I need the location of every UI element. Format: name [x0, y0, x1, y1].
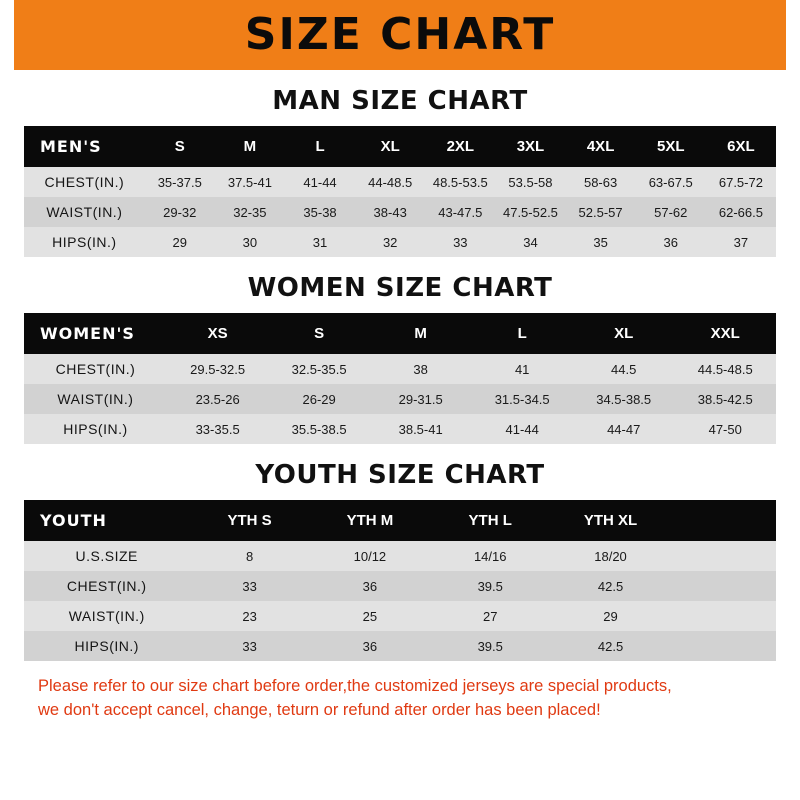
youth-hips-yths: 33: [242, 638, 257, 654]
table-row: [24, 354, 776, 384]
women-header-xs: XS: [167, 313, 269, 354]
youth-chest-ythm: 36: [362, 578, 378, 594]
table-row: [24, 571, 776, 601]
women-header-s: S: [268, 313, 370, 354]
women-hips-xl: 44-47: [607, 421, 641, 437]
youth-chest-spacer: [671, 571, 776, 601]
men-header-label: MEN'S: [24, 126, 145, 167]
women-row-label-hips: HIPS(IN.): [63, 421, 128, 437]
youth-row-label-waist: WAIST(IN.): [68, 608, 145, 624]
women-hips-s: 35.5-38.5: [291, 421, 347, 437]
women-waist-m: 29-31.5: [398, 391, 443, 407]
men-chest-5xl: 63-67.5: [648, 174, 693, 190]
youth-hips-ythl: 39.5: [477, 638, 503, 654]
men-chest-2xl: 48.5-53.5: [432, 174, 488, 190]
table-row: [24, 601, 776, 631]
youth-hips-ythm: 36: [362, 638, 378, 654]
page-title: SIZE CHART: [244, 9, 556, 60]
men-waist-xl: 38-43: [373, 204, 407, 220]
youth-ussize-yths: 8: [245, 548, 254, 564]
youth-hips-spacer: [671, 631, 776, 661]
youth-header-ythl: YTH L: [430, 500, 550, 541]
men-header-m: M: [215, 126, 285, 167]
women-row-label-waist: WAIST(IN.): [57, 391, 134, 407]
youth-ussize-ythxl: 18/20: [594, 548, 627, 564]
women-header-label: WOMEN'S: [24, 313, 167, 354]
youth-waist-spacer: [671, 601, 776, 631]
men-chest-l: 41-44: [303, 174, 337, 190]
men-table-header-row: [24, 126, 776, 167]
footer-note-line1: Please refer to our size chart before order,the customized jerseys are special products,: [38, 677, 672, 695]
youth-size-table: [24, 500, 776, 661]
youth-ussize-ythl: 14/16: [473, 548, 507, 564]
men-waist-2xl: 43-47.5: [438, 204, 483, 220]
men-chest-3xl: 53.5-58: [508, 174, 553, 190]
youth-row-label-ussize: U.S.SIZE: [75, 548, 138, 564]
men-header-3xl: 3XL: [495, 126, 565, 167]
men-chest-s: 35-37.5: [157, 174, 202, 190]
men-hips-6xl: 37: [733, 234, 749, 250]
women-hips-l: 41-44: [505, 421, 539, 437]
section-title-men: MAN SIZE CHART: [272, 86, 528, 116]
content-area: [0, 86, 800, 723]
men-chest-xl: 44-48.5: [368, 174, 413, 190]
men-header-6xl: 6XL: [706, 126, 776, 167]
men-row-label-chest: CHEST(IN.): [44, 174, 125, 190]
men-header-4xl: 4XL: [566, 126, 636, 167]
women-waist-l: 31.5-34.5: [494, 391, 550, 407]
women-chest-m: 38: [413, 361, 428, 377]
footer-note-line2: we don't accept cancel, change, teturn or refund after order has been placed!: [38, 700, 601, 719]
youth-ussize-ythm: 10/12: [353, 548, 387, 564]
youth-table-header-row: [24, 500, 776, 541]
men-waist-6xl: 62-66.5: [718, 204, 763, 220]
table-row: [24, 414, 776, 444]
youth-row-label-chest: CHEST(IN.): [66, 578, 147, 594]
women-hips-xs: 33-35.5: [195, 421, 240, 437]
men-header-s: S: [145, 126, 215, 167]
table-row: [24, 227, 776, 257]
youth-header-ythm: YTH M: [310, 500, 430, 541]
women-waist-xxl: 38.5-42.5: [697, 391, 753, 407]
youth-waist-ythm: 25: [362, 608, 378, 624]
men-size-table: [24, 126, 776, 257]
men-waist-s: 29-32: [163, 204, 197, 220]
women-row-label-chest: CHEST(IN.): [55, 361, 136, 377]
men-row-label-hips: HIPS(IN.): [52, 234, 117, 250]
men-header-5xl: 5XL: [636, 126, 706, 167]
youth-row-label-hips: HIPS(IN.): [74, 638, 139, 654]
women-chest-xxl: 44.5-48.5: [697, 361, 753, 377]
header-banner: [0, 0, 800, 70]
table-row: [24, 384, 776, 414]
men-hips-l: 31: [312, 234, 328, 250]
women-header-m: M: [370, 313, 472, 354]
women-header-xxl: XXL: [674, 313, 776, 354]
footer-note: [24, 675, 776, 723]
men-header-2xl: 2XL: [425, 126, 495, 167]
men-hips-2xl: 33: [453, 234, 468, 250]
men-hips-s: 29: [172, 234, 187, 250]
table-row: [24, 197, 776, 227]
youth-chest-yths: 33: [242, 578, 257, 594]
youth-header-ythxl: YTH XL: [550, 500, 670, 541]
men-waist-3xl: 47.5-52.5: [502, 204, 558, 220]
youth-chest-ythl: 39.5: [477, 578, 503, 594]
men-waist-l: 35-38: [303, 204, 337, 220]
women-chest-s: 32.5-35.5: [291, 361, 347, 377]
women-waist-xs: 23.5-26: [195, 391, 240, 407]
women-header-xl: XL: [573, 313, 675, 354]
youth-header-spacer: [671, 500, 776, 541]
men-chest-6xl: 67.5-72: [718, 174, 763, 190]
women-hips-m: 38.5-41: [398, 421, 443, 437]
youth-chest-ythxl: 42.5: [597, 578, 624, 594]
women-chest-xs: 29.5-32.5: [190, 361, 246, 377]
women-header-l: L: [471, 313, 573, 354]
men-header-xl: XL: [355, 126, 425, 167]
women-waist-s: 26-29: [302, 391, 336, 407]
women-table-header-row: [24, 313, 776, 354]
men-waist-m: 32-35: [233, 204, 267, 220]
men-waist-4xl: 52.5-57: [578, 204, 623, 220]
youth-header-label: YOUTH: [24, 500, 189, 541]
table-row: [24, 541, 776, 571]
men-chest-m: 37.5-41: [227, 174, 272, 190]
men-waist-5xl: 57-62: [654, 204, 688, 220]
youth-hips-ythxl: 42.5: [597, 638, 624, 654]
women-hips-xxl: 47-50: [708, 421, 742, 437]
men-header-l: L: [285, 126, 355, 167]
men-hips-5xl: 36: [663, 234, 678, 250]
youth-waist-yths: 23: [242, 608, 257, 624]
table-row: [24, 631, 776, 661]
youth-ussize-spacer: [671, 541, 776, 571]
youth-waist-ythxl: 29: [603, 608, 618, 624]
men-hips-xl: 32: [382, 234, 398, 250]
men-row-label-waist: WAIST(IN.): [46, 204, 123, 220]
youth-header-yths: YTH S: [189, 500, 309, 541]
women-chest-l: 41: [514, 361, 530, 377]
men-hips-3xl: 34: [523, 234, 538, 250]
women-chest-xl: 44.5: [611, 361, 637, 377]
section-title-youth: YOUTH SIZE CHART: [255, 460, 545, 490]
section-title-women: WOMEN SIZE CHART: [247, 273, 553, 303]
men-hips-4xl: 35: [593, 234, 608, 250]
men-hips-m: 30: [242, 234, 258, 250]
men-chest-4xl: 58-63: [583, 174, 618, 190]
women-waist-xl: 34.5-38.5: [596, 391, 652, 407]
women-size-table: [24, 313, 776, 444]
youth-waist-ythl: 27: [482, 608, 498, 624]
table-row: [24, 167, 776, 197]
